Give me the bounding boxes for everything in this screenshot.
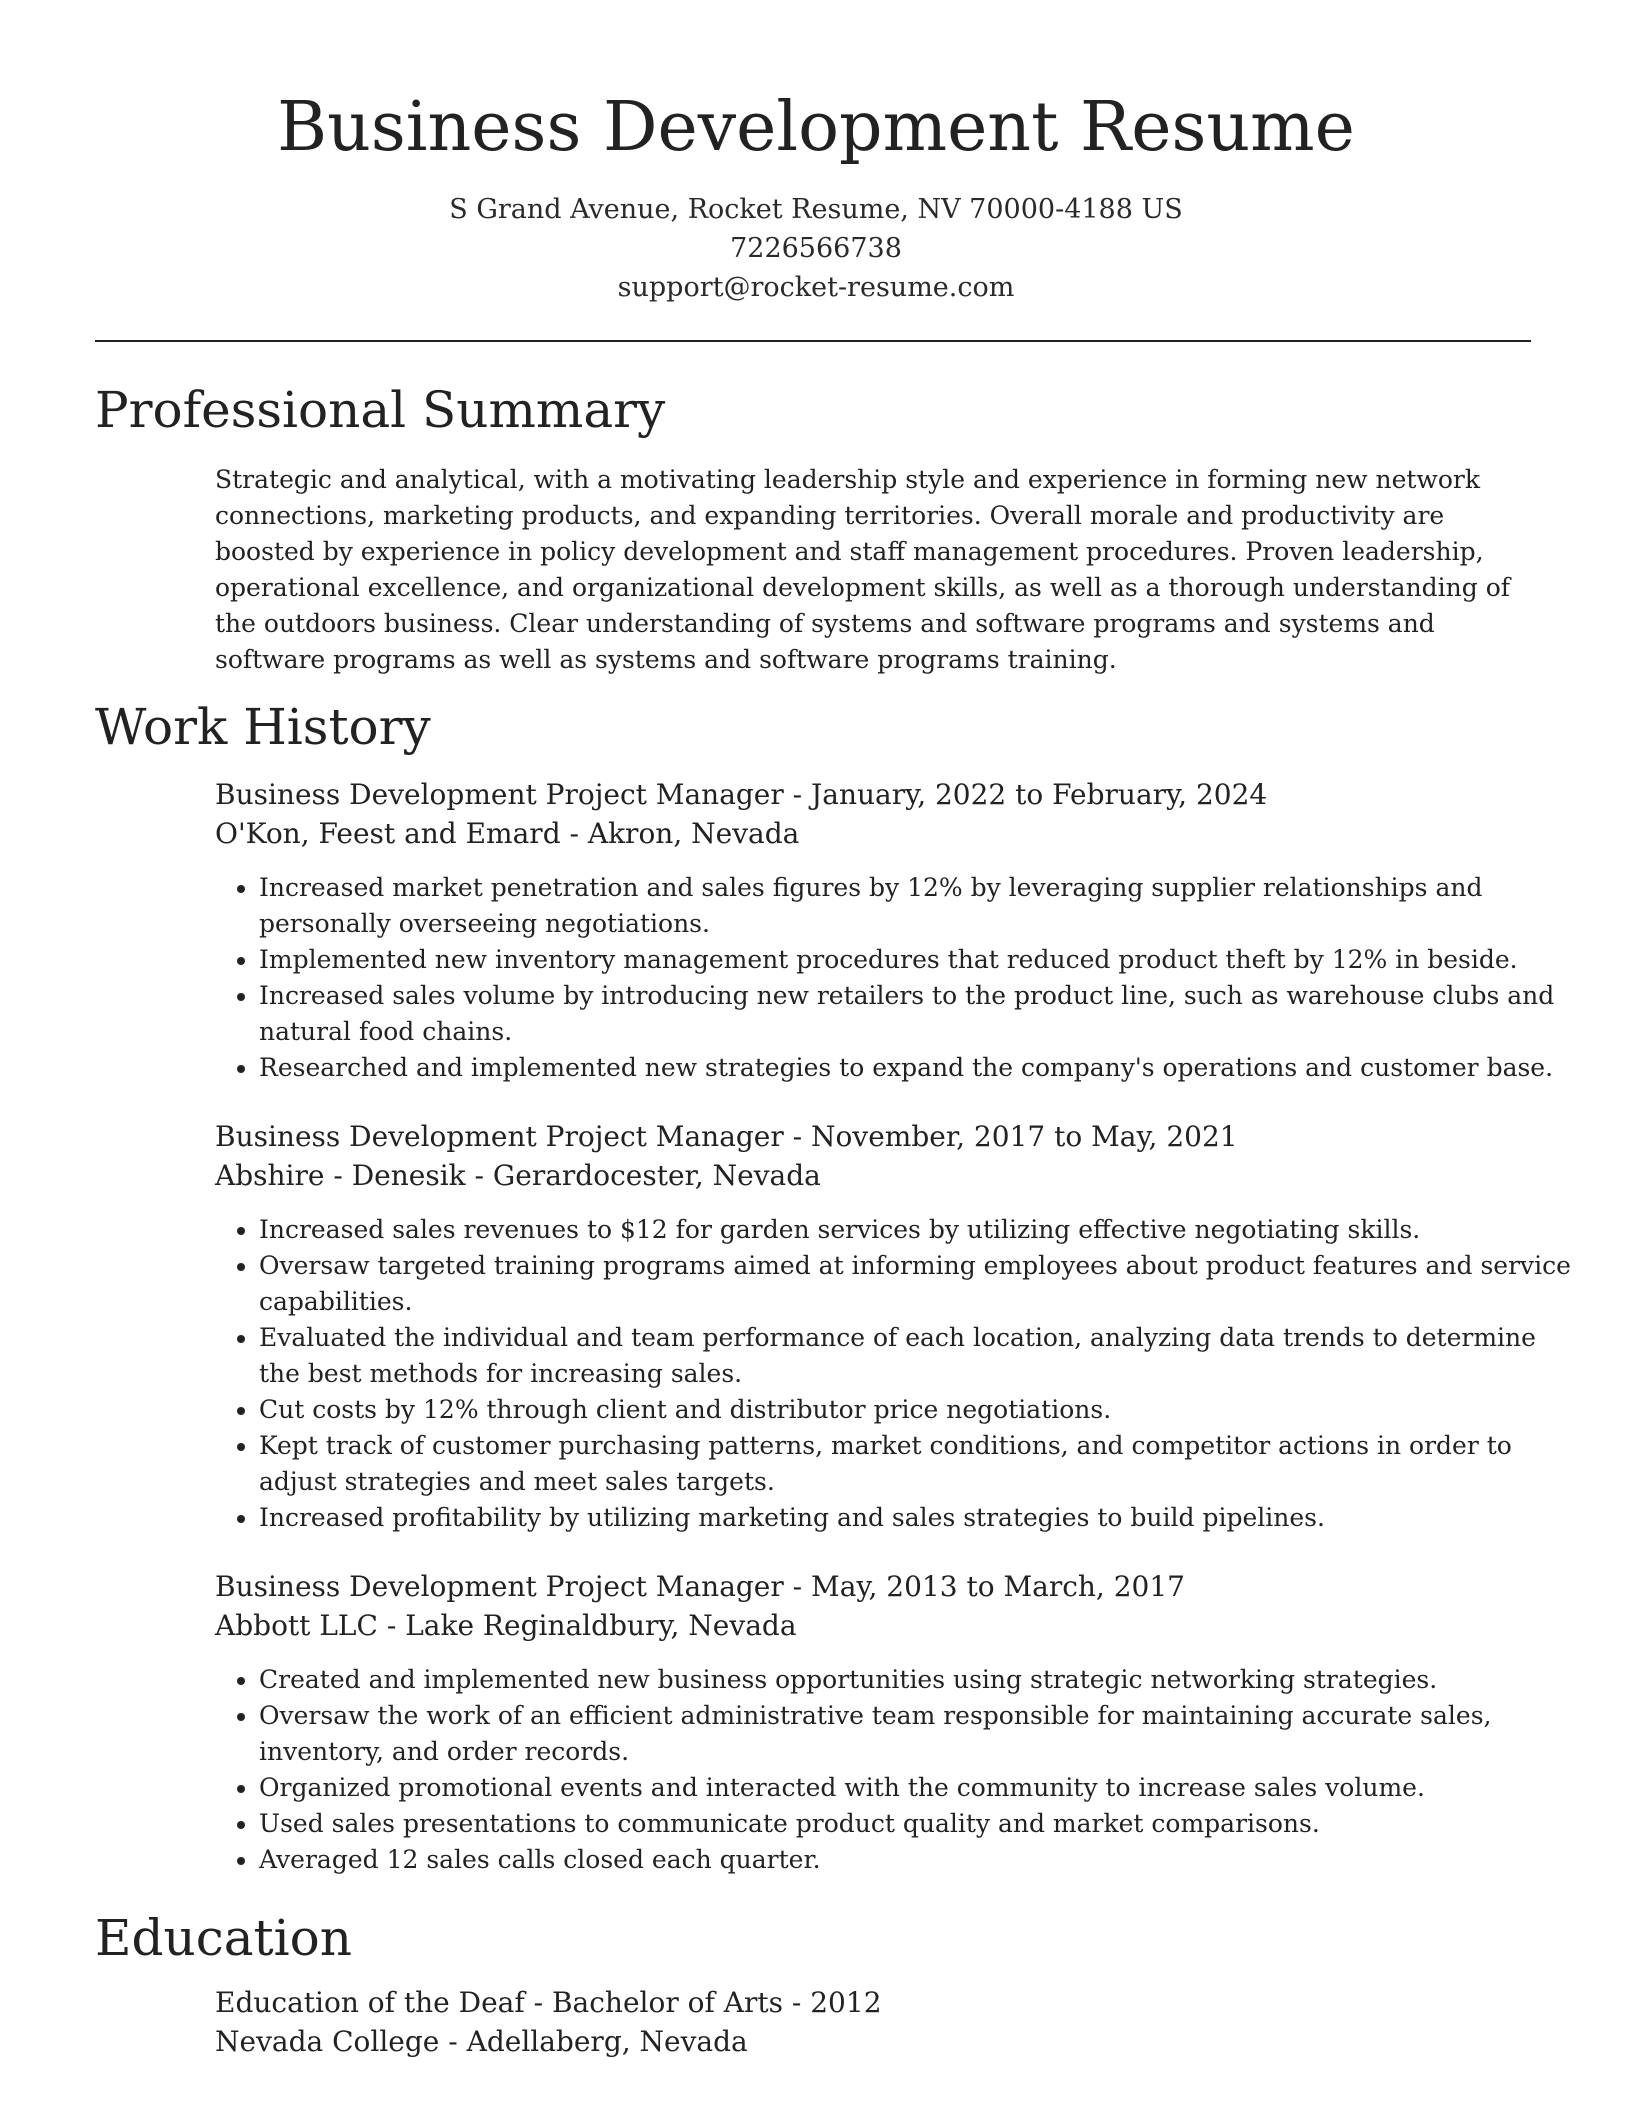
education-degree-line: Education of the Deaf - Bachelor of Arts - 2012 xyxy=(215,1986,882,2019)
list-item: • Oversaw the work of an efficient administrative team responsible for maintaining accurate sales, inventory, and order records. xyxy=(259,1698,1579,1770)
list-item: • Created and implemented new business opportunities using strategic networking strategies. xyxy=(259,1662,1579,1698)
job-company-line: O'Kon, Feest and Emard - Akron, Nevada xyxy=(215,817,800,850)
list-item: • Increased profitability by utilizing marketing and sales strategies to build pipelines. xyxy=(259,1500,1579,1536)
list-item: • Averaged 12 sales calls closed each quarter. xyxy=(259,1842,1579,1878)
list-item: • Increased sales volume by introducing new retailers to the product line, such as warehouse clubs and natural food chains. xyxy=(259,978,1579,1050)
job-company-line: Abbott LLC - Lake Reginaldbury, Nevada xyxy=(215,1609,797,1642)
work-history-heading: Work History xyxy=(95,698,431,756)
list-item: • Researched and implemented new strategies to expand the company's operations and customer base. xyxy=(259,1050,1579,1086)
job-bullets xyxy=(215,870,1579,1086)
header-divider xyxy=(95,340,1531,342)
list-item: • Organized promotional events and interacted with the community to increase sales volume. xyxy=(259,1770,1579,1806)
list-item: • Increased market penetration and sales figures by 12% by leveraging supplier relationships and personally overseeing negotiations. xyxy=(259,870,1579,942)
job-company-line: Abshire - Denesik - Gerardocester, Nevada xyxy=(215,1159,821,1192)
job-bullets xyxy=(215,1212,1579,1536)
list-item: • Increased sales revenues to $12 for garden services by utilizing effective negotiating skills. xyxy=(259,1212,1579,1248)
summary-text: Strategic and analytical, with a motivating leadership style and experience in forming new network connections, marketing products, and expanding territories. Overall morale and productivity are boosted by experience in policy development and staff management procedures. Proven leadership, operational excellence, and organizational development skills, as well as a thorough understanding of the outdoors business. Clear understanding of systems and software programs and systems and software programs as well as systems and software programs training. xyxy=(215,465,1511,674)
list-item: • Oversaw targeted training programs aimed at informing employees about product features and service capabilities. xyxy=(259,1248,1579,1320)
job-title-line: Business Development Project Manager - May, 2013 to March, 2017 xyxy=(215,1570,1185,1603)
contact-address: S Grand Avenue, Rocket Resume, NV 70000-4188 US xyxy=(449,194,1183,225)
list-item: • Cut costs by 12% through client and distributor price negotiations. xyxy=(259,1392,1579,1428)
list-item: • Kept track of customer purchasing patterns, market conditions, and competitor actions in order to adjust strategies and meet sales targets. xyxy=(259,1428,1579,1500)
job-bullets xyxy=(215,1662,1579,1878)
education-heading: Education xyxy=(95,1909,352,1967)
education-school-line: Nevada College - Adellaberg, Nevada xyxy=(215,2025,748,2058)
list-item: • Used sales presentations to communicate product quality and market comparisons. xyxy=(259,1806,1579,1842)
contact-email: support@rocket-resume.com xyxy=(617,272,1015,303)
job-title-line: Business Development Project Manager - January, 2022 to February, 2024 xyxy=(215,778,1268,811)
resume-name: Business Development Resume xyxy=(277,88,1355,167)
list-item: • Implemented new inventory management procedures that reduced product theft by 12% in beside. xyxy=(259,942,1579,978)
list-item: • Evaluated the individual and team performance of each location, analyzing data trends to determine the best methods for increasing sales. xyxy=(259,1320,1579,1392)
summary-heading: Professional Summary xyxy=(95,381,666,439)
contact-phone: 7226566738 xyxy=(730,233,902,264)
job-title-line: Business Development Project Manager - November, 2017 to May, 2021 xyxy=(215,1120,1238,1153)
